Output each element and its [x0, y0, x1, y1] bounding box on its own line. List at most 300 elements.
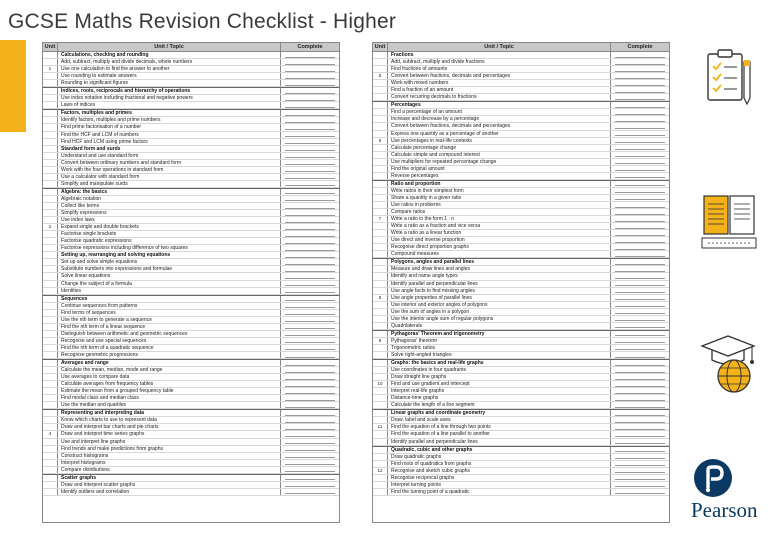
complete-cell[interactable]: [611, 131, 669, 137]
section-heading-row: [43, 474, 339, 482]
section-heading-row: [373, 101, 669, 109]
unit-number: [43, 467, 58, 473]
complete-cell[interactable]: [611, 381, 669, 387]
complete-cell[interactable]: [611, 309, 669, 315]
unit-number: [43, 338, 58, 344]
brand-wordmark: Pearson: [691, 498, 758, 522]
complete-cell[interactable]: [281, 467, 339, 473]
complete-cell[interactable]: [281, 367, 339, 373]
unit-number: [43, 402, 58, 408]
section-heading-row: [43, 87, 339, 95]
unit-number: [373, 461, 388, 467]
table-row: [43, 245, 339, 252]
table-row: [373, 251, 669, 258]
topic-text: Recognise reciprocal graphs: [388, 475, 611, 481]
complete-cell[interactable]: [611, 360, 669, 366]
unit-number: [373, 202, 388, 208]
complete-cell[interactable]: [611, 468, 669, 474]
topic-text: Use interior and exterior angles of polygons: [388, 302, 611, 308]
table-row: [43, 210, 339, 217]
unit-number: [43, 460, 58, 466]
table-row: [373, 116, 669, 123]
section-heading-row: [373, 446, 669, 454]
section-heading: Polygons, angles and parallel lines: [388, 259, 611, 265]
topic-text: Draw and interpret time series graphs: [58, 431, 281, 437]
complete-cell[interactable]: [281, 203, 339, 209]
unit-number: [373, 482, 388, 488]
topic-text: Distinguish between arithmetic and geometric sequences: [58, 331, 281, 337]
unit-number: [373, 195, 388, 201]
complete-cell[interactable]: [281, 424, 339, 430]
complete-cell[interactable]: [281, 446, 339, 452]
table-row: [373, 195, 669, 202]
section-heading: Setting up, rearranging and solving equations: [58, 252, 281, 258]
complete-cell[interactable]: [281, 453, 339, 459]
complete-cell[interactable]: [281, 124, 339, 130]
header-topic: Unit / Topic: [388, 43, 611, 51]
topic-text: Find the equation of a line parallel to another: [388, 431, 611, 437]
complete-cell[interactable]: [281, 139, 339, 145]
table-row: [373, 273, 669, 280]
unit-number: [373, 454, 388, 460]
complete-cell[interactable]: [611, 352, 669, 358]
complete-cell[interactable]: [281, 117, 339, 123]
complete-cell[interactable]: [611, 447, 669, 453]
complete-cell[interactable]: [611, 109, 669, 115]
complete-cell[interactable]: [281, 374, 339, 380]
section-heading: Percentages: [388, 102, 611, 108]
complete-cell[interactable]: [281, 153, 339, 159]
table-row: [43, 181, 339, 188]
topic-text: Identify factors, multiples and prime numbers: [58, 117, 281, 123]
table-row: [373, 138, 669, 145]
complete-cell[interactable]: [611, 94, 669, 100]
complete-cell[interactable]: [281, 88, 339, 94]
section-heading: Sequences: [58, 296, 281, 302]
topic-text: Work with the four operations in standard form: [58, 167, 281, 173]
unit-number: [373, 439, 388, 445]
topic-text: Compare distributions: [58, 467, 281, 473]
unit-number: [43, 395, 58, 401]
table-row: [43, 217, 339, 224]
complete-cell[interactable]: [281, 281, 339, 287]
complete-cell[interactable]: [611, 195, 669, 201]
table-row: [373, 230, 669, 237]
table-row: [373, 87, 669, 94]
topic-text: Calculate percentage change: [388, 145, 611, 151]
unit-number: [43, 88, 58, 94]
complete-cell[interactable]: [611, 475, 669, 481]
unit-number: [43, 102, 58, 108]
complete-cell[interactable]: [281, 402, 339, 408]
section-heading-row: [43, 295, 339, 303]
complete-cell[interactable]: [611, 173, 669, 179]
unit-number: [373, 431, 388, 437]
topic-text: Use coordinates in four quadrants: [388, 367, 611, 373]
unit-number: [373, 352, 388, 358]
complete-cell[interactable]: [611, 116, 669, 122]
unit-number: [43, 324, 58, 330]
table-row: [373, 468, 669, 475]
unit-number: [373, 302, 388, 308]
table-row: [43, 352, 339, 359]
complete-cell[interactable]: [281, 252, 339, 258]
complete-cell[interactable]: [281, 381, 339, 387]
complete-cell[interactable]: [611, 482, 669, 488]
unit-number: [373, 152, 388, 158]
unit-number: [43, 238, 58, 244]
table-row: [43, 288, 339, 295]
topic-text: Recognise and sketch cubic graphs: [388, 468, 611, 474]
topic-text: Identify parallel and perpendicular lines: [388, 439, 611, 445]
complete-cell[interactable]: [281, 310, 339, 316]
complete-cell[interactable]: [611, 288, 669, 294]
complete-cell[interactable]: [281, 489, 339, 495]
unit-number: [373, 109, 388, 115]
table-row: [43, 273, 339, 280]
complete-cell[interactable]: [611, 295, 669, 301]
complete-cell[interactable]: [611, 87, 669, 93]
complete-cell[interactable]: [611, 59, 669, 65]
complete-cell[interactable]: [281, 132, 339, 138]
complete-cell[interactable]: [611, 338, 669, 344]
complete-cell[interactable]: [281, 288, 339, 294]
complete-cell[interactable]: [281, 245, 339, 251]
topic-text: Draw and interpret scatter graphs: [58, 482, 281, 488]
unit-number: [43, 132, 58, 138]
topic-text: Use direct and inverse proportion: [388, 237, 611, 243]
complete-cell[interactable]: [611, 331, 669, 337]
complete-cell[interactable]: [281, 174, 339, 180]
unit-number: [373, 266, 388, 272]
section-heading-row: [373, 180, 669, 188]
unit-number: [373, 417, 388, 423]
unit-number: [43, 146, 58, 152]
complete-cell[interactable]: [611, 259, 669, 265]
unit-number: 4: [43, 431, 58, 437]
complete-cell[interactable]: [611, 454, 669, 460]
complete-cell[interactable]: [281, 296, 339, 302]
complete-cell[interactable]: [611, 374, 669, 380]
unit-number: [43, 424, 58, 430]
complete-cell[interactable]: [611, 345, 669, 351]
complete-cell[interactable]: [281, 273, 339, 279]
complete-cell[interactable]: [611, 266, 669, 272]
unit-number: [373, 87, 388, 93]
table-row: [373, 402, 669, 409]
topic-text: Write a ratio in the form 1 : n: [388, 216, 611, 222]
complete-cell[interactable]: [281, 324, 339, 330]
section-heading: Algebra: the basics: [58, 189, 281, 195]
pearson-logo-icon: [693, 458, 733, 503]
complete-cell[interactable]: [611, 73, 669, 79]
complete-cell[interactable]: [281, 460, 339, 466]
unit-number: [43, 475, 58, 481]
topic-text: Collect like terms: [58, 203, 281, 209]
table-row: [373, 323, 669, 330]
section-heading-row: [373, 258, 669, 266]
complete-cell[interactable]: [281, 196, 339, 202]
complete-cell[interactable]: [611, 417, 669, 423]
complete-cell[interactable]: [281, 439, 339, 445]
topic-text: Convert between fractions, decimals and percentages: [388, 73, 611, 79]
section-heading-row: [373, 330, 669, 338]
section-heading-row: [43, 52, 339, 59]
complete-cell[interactable]: [611, 489, 669, 495]
unit-number: [373, 374, 388, 380]
topic-text: Calculate the mean, median, mode and range: [58, 367, 281, 373]
complete-cell[interactable]: [611, 367, 669, 373]
complete-cell[interactable]: [611, 123, 669, 129]
section-heading-row: [43, 252, 339, 259]
topic-text: Compare ratios: [388, 209, 611, 215]
complete-cell[interactable]: [281, 146, 339, 152]
complete-cell[interactable]: [281, 210, 339, 216]
topic-text: Laws of indices: [58, 102, 281, 108]
unit-number: [373, 331, 388, 337]
unit-number: [43, 345, 58, 351]
table-row: [373, 123, 669, 130]
complete-cell[interactable]: [281, 345, 339, 351]
unit-number: [43, 360, 58, 366]
unit-number: [43, 252, 58, 258]
topic-text: Use one calculation to find the answer to another: [58, 66, 281, 72]
table-row: [373, 381, 669, 388]
complete-cell[interactable]: [281, 167, 339, 173]
unit-number: [373, 475, 388, 481]
unit-number: [43, 95, 58, 101]
complete-cell[interactable]: [611, 181, 669, 187]
unit-number: [373, 323, 388, 329]
topic-text: Share a quantity in a given ratio: [388, 195, 611, 201]
complete-cell[interactable]: [611, 152, 669, 158]
table-row: [373, 338, 669, 345]
unit-number: [373, 145, 388, 151]
complete-cell[interactable]: [281, 352, 339, 358]
complete-cell[interactable]: [611, 216, 669, 222]
topic-text: Identify outliers and correlation: [58, 489, 281, 495]
complete-cell[interactable]: [611, 244, 669, 250]
complete-cell[interactable]: [281, 475, 339, 481]
table-row: [43, 139, 339, 146]
table-row: [43, 73, 339, 80]
complete-cell[interactable]: [281, 395, 339, 401]
unit-number: [43, 167, 58, 173]
table-rows-left: [43, 52, 339, 496]
section-heading: Pythagoras' Theorem and trigonometry: [388, 331, 611, 337]
topic-text: Simplify expressions: [58, 210, 281, 216]
topic-text: Calculate the length of a line segment: [388, 402, 611, 408]
complete-cell[interactable]: [611, 302, 669, 308]
unit-number: [373, 447, 388, 453]
topic-text: Expand single and double brackets: [58, 224, 281, 230]
complete-cell[interactable]: [281, 189, 339, 195]
complete-cell[interactable]: [611, 402, 669, 408]
unit-number: [373, 316, 388, 322]
section-heading-row: [373, 52, 669, 59]
complete-cell[interactable]: [281, 110, 339, 116]
accent-bar: [0, 40, 26, 132]
complete-cell[interactable]: [281, 431, 339, 437]
table-row: [43, 124, 339, 131]
complete-cell[interactable]: [611, 439, 669, 445]
complete-cell[interactable]: [281, 73, 339, 79]
complete-cell[interactable]: [281, 317, 339, 323]
complete-cell[interactable]: [611, 410, 669, 416]
unit-number: [43, 266, 58, 272]
unit-number: [43, 196, 58, 202]
unit-number: [43, 296, 58, 302]
complete-cell[interactable]: [611, 209, 669, 215]
section-heading: Standard form and surds: [58, 146, 281, 152]
table-row: [43, 160, 339, 167]
topic-text: Find the equation of a line through two points: [388, 424, 611, 430]
table-row: [43, 446, 339, 453]
topic-text: Compound measures: [388, 251, 611, 257]
complete-cell[interactable]: [281, 224, 339, 230]
header-complete: Complete: [627, 44, 653, 50]
complete-cell[interactable]: [611, 66, 669, 72]
table-row: [43, 460, 339, 467]
complete-cell[interactable]: [611, 166, 669, 172]
complete-cell[interactable]: [281, 360, 339, 366]
table-row: [373, 439, 669, 446]
complete-cell[interactable]: [611, 251, 669, 257]
complete-cell[interactable]: [611, 281, 669, 287]
complete-cell[interactable]: [611, 80, 669, 86]
section-heading-row: [373, 359, 669, 367]
topic-text: Substitute numbers into expressions and formulae: [58, 266, 281, 272]
table-row: [43, 467, 339, 474]
complete-cell[interactable]: [281, 95, 339, 101]
topic-text: Find trends and make predictions from graphs: [58, 446, 281, 452]
topic-text: Know which charts to use to represent data: [58, 417, 281, 423]
topic-text: Find the turning point of a quadratic: [388, 489, 611, 495]
complete-cell[interactable]: [611, 424, 669, 430]
unit-number: [373, 395, 388, 401]
complete-cell[interactable]: [611, 223, 669, 229]
section-heading-row: [373, 409, 669, 417]
complete-cell[interactable]: [281, 238, 339, 244]
table-row: [373, 159, 669, 166]
complete-cell[interactable]: [281, 303, 339, 309]
complete-cell[interactable]: [281, 231, 339, 237]
complete-cell[interactable]: [611, 395, 669, 401]
complete-cell[interactable]: [281, 388, 339, 394]
unit-number: [43, 203, 58, 209]
complete-cell[interactable]: [281, 52, 339, 58]
complete-cell[interactable]: [611, 237, 669, 243]
complete-cell[interactable]: [281, 181, 339, 187]
topic-text: Find HCF and LCM using prime factors: [58, 139, 281, 145]
complete-cell[interactable]: [611, 159, 669, 165]
complete-cell[interactable]: [611, 102, 669, 108]
complete-cell[interactable]: [611, 323, 669, 329]
table-row: [43, 374, 339, 381]
table-row: [43, 174, 339, 181]
topic-text: Draw, label and scale axes: [388, 417, 611, 423]
table-header: [43, 43, 339, 52]
unit-number: [373, 94, 388, 100]
table-row: [43, 281, 339, 288]
topic-text: Factorise expressions including difference of two squares: [58, 245, 281, 251]
complete-cell[interactable]: [611, 188, 669, 194]
unit-number: [43, 160, 58, 166]
complete-cell[interactable]: [611, 230, 669, 236]
unit-number: [43, 446, 58, 452]
topic-text: Construct histograms: [58, 453, 281, 459]
complete-cell[interactable]: [281, 417, 339, 423]
unit-number: [373, 181, 388, 187]
topic-text: Use a calculator with standard form: [58, 174, 281, 180]
unit-number: [373, 59, 388, 65]
complete-cell[interactable]: [611, 52, 669, 58]
table-row: [373, 461, 669, 468]
table-row: [373, 223, 669, 230]
topic-text: Add, subtract, multiply and divide decimals, whole numbers: [58, 59, 281, 65]
complete-cell[interactable]: [281, 59, 339, 65]
table-row: [373, 288, 669, 295]
topic-text: Draw quadratic graphs: [388, 454, 611, 460]
topic-text: Measure and draw lines and angles: [388, 266, 611, 272]
table-row: [43, 224, 339, 231]
complete-cell[interactable]: [611, 461, 669, 467]
table-row: [373, 209, 669, 216]
unit-number: [373, 402, 388, 408]
complete-cell[interactable]: [281, 266, 339, 272]
table-row: [43, 324, 339, 331]
complete-cell[interactable]: [611, 316, 669, 322]
table-row: [43, 345, 339, 352]
complete-cell[interactable]: [281, 338, 339, 344]
topic-text: Use angle properties of parallel lines: [388, 295, 611, 301]
complete-cell[interactable]: [281, 80, 339, 86]
table-row: [373, 309, 669, 316]
complete-cell[interactable]: [611, 202, 669, 208]
topic-text: Find prime factorisation of a number: [58, 124, 281, 130]
unit-number: [373, 123, 388, 129]
unit-number: [373, 288, 388, 294]
table-row: [373, 109, 669, 116]
complete-cell[interactable]: [281, 482, 339, 488]
topic-text: Use index notation including fractional and negative powers: [58, 95, 281, 101]
complete-cell[interactable]: [281, 410, 339, 416]
complete-cell[interactable]: [281, 217, 339, 223]
complete-cell[interactable]: [611, 138, 669, 144]
complete-cell[interactable]: [611, 273, 669, 279]
complete-cell[interactable]: [281, 160, 339, 166]
complete-cell[interactable]: [611, 145, 669, 151]
section-heading: Quadratic, cubic and other graphs: [388, 447, 611, 453]
topic-text: Identities: [58, 288, 281, 294]
unit-number: [43, 80, 58, 86]
table-row: [373, 352, 669, 359]
table-row: [373, 367, 669, 374]
table-row: [43, 196, 339, 203]
complete-cell[interactable]: [611, 388, 669, 394]
unit-number: [373, 367, 388, 373]
complete-cell[interactable]: [281, 102, 339, 108]
complete-cell[interactable]: [281, 259, 339, 265]
table-row: [43, 424, 339, 431]
complete-cell[interactable]: [281, 66, 339, 72]
section-heading: Fractions: [388, 52, 611, 58]
complete-cell[interactable]: [281, 331, 339, 337]
topic-text: Use percentages in real-life contexts: [388, 138, 611, 144]
topic-text: Find the nth term of a linear sequence: [58, 324, 281, 330]
complete-cell[interactable]: [611, 431, 669, 437]
unit-number: [43, 367, 58, 373]
